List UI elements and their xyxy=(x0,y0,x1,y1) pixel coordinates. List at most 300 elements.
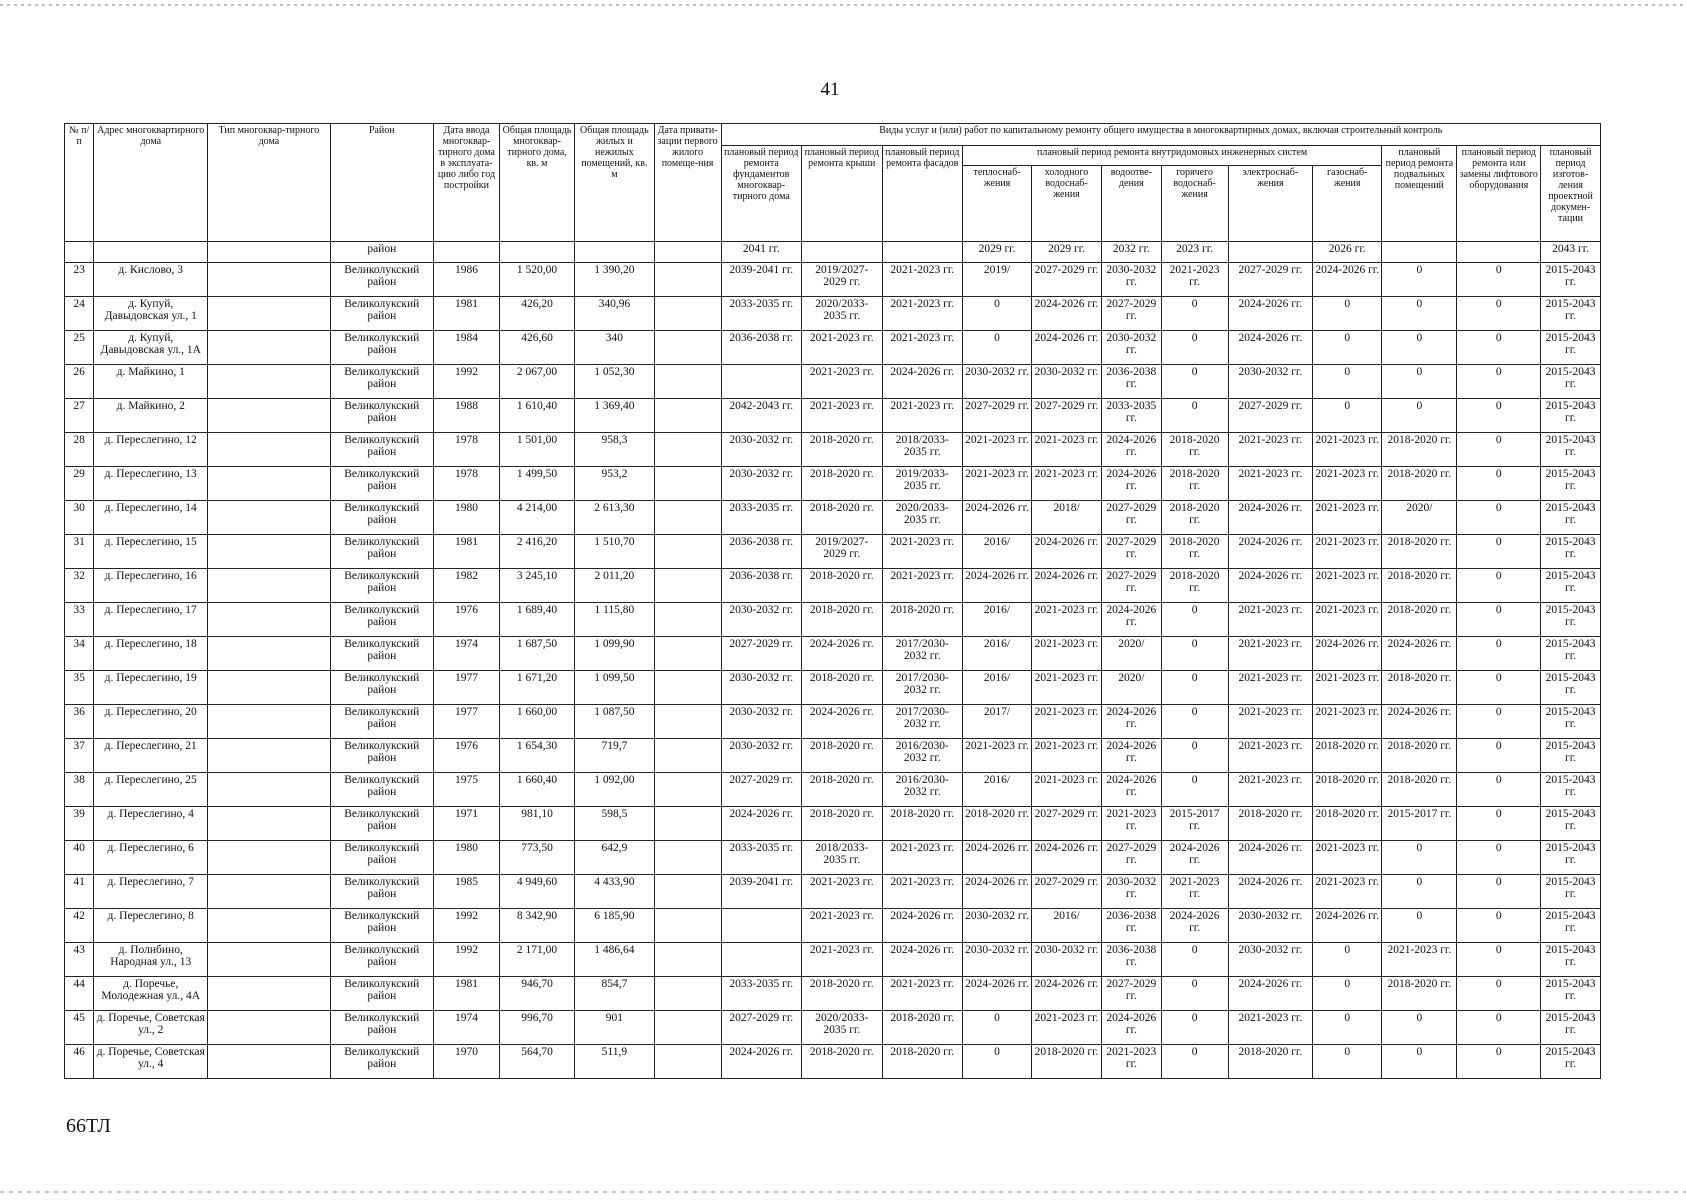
cell-hot-water: 2018-2020 гг. xyxy=(1161,501,1228,535)
cell-elevator: 0 xyxy=(1457,637,1541,671)
cell-address: д. Переслегино, 12 xyxy=(94,433,208,467)
cell-drainage: 2024-2026 гг. xyxy=(1102,603,1162,637)
cell-drainage: 2021-2023 гг. xyxy=(1102,1045,1162,1079)
cell-roof: 2020/2033-2035 гг. xyxy=(802,1011,883,1045)
cell-foundation: 2027-2029 гг. xyxy=(721,773,802,807)
cell-electric: 2024-2026 гг. xyxy=(1228,569,1313,603)
cell-num xyxy=(65,242,94,263)
cell-hot-water: 0 xyxy=(1161,1045,1228,1079)
header-hot-water: горячего водоснаб-жения xyxy=(1161,166,1228,242)
cell-living-area: 1 099,50 xyxy=(575,671,654,705)
cell-num: 44 xyxy=(65,977,94,1011)
cell-design-docs: 2015-2043 гг. xyxy=(1541,501,1601,535)
cell-address: д. Переслегино, 14 xyxy=(94,501,208,535)
table-row xyxy=(65,739,1601,773)
cell-foundation: 2024-2026 гг. xyxy=(721,807,802,841)
cell-design-docs: 2015-2043 гг. xyxy=(1541,1045,1601,1079)
cell-hot-water: 2021-2023 гг. xyxy=(1161,263,1228,297)
cell-drainage: 2021-2023 гг. xyxy=(1102,807,1162,841)
cell-heat-supply: 2029 гг. xyxy=(963,242,1032,263)
cell-num: 35 xyxy=(65,671,94,705)
cell-basement: 2018-2020 гг. xyxy=(1382,535,1457,569)
cell-foundation: 2039-2041 гг. xyxy=(721,875,802,909)
cell-drainage: 2030-2032 гг. xyxy=(1102,331,1162,365)
cell-hot-water: 2024-2026 гг. xyxy=(1161,909,1228,943)
cell-address: д. Переслегино, 20 xyxy=(94,705,208,739)
cell-total-area: 426,20 xyxy=(499,297,574,331)
cell-type xyxy=(208,977,330,1011)
cell-total-area: 1 687,50 xyxy=(499,637,574,671)
cell-type xyxy=(208,909,330,943)
cell-basement: 0 xyxy=(1382,875,1457,909)
cell-hot-water: 2023 гг. xyxy=(1161,242,1228,263)
cell-roof: 2018-2020 гг. xyxy=(802,977,883,1011)
table-header xyxy=(65,124,1601,242)
header-drainage: водоотве-дения xyxy=(1102,166,1162,242)
cell-hot-water: 0 xyxy=(1161,671,1228,705)
header-foundation: плановый период ремонта фундаментов многоквар-тирного дома xyxy=(721,146,802,242)
table-row xyxy=(65,875,1601,909)
cell-privatization-date xyxy=(654,467,721,501)
cell-privatization-date xyxy=(654,671,721,705)
cell-roof: 2021-2023 гг. xyxy=(802,943,883,977)
cell-facade: 2021-2023 гг. xyxy=(882,331,963,365)
cell-district: Великолукский район xyxy=(330,297,434,331)
table-row xyxy=(65,1011,1601,1045)
table-row xyxy=(65,365,1601,399)
cell-facade: 2021-2023 гг. xyxy=(882,263,963,297)
cell-design-docs: 2015-2043 гг. xyxy=(1541,331,1601,365)
cell-elevator: 0 xyxy=(1457,875,1541,909)
cell-roof: 2018-2020 гг. xyxy=(802,671,883,705)
cell-num: 45 xyxy=(65,1011,94,1045)
cell-heat-supply: 2016/ xyxy=(963,773,1032,807)
cell-num: 28 xyxy=(65,433,94,467)
cell-district: Великолукский район xyxy=(330,433,434,467)
cell-gas: 2018-2020 гг. xyxy=(1313,773,1382,807)
cell-facade: 2017/2030-2032 гг. xyxy=(882,637,963,671)
cell-roof: 2024-2026 гг. xyxy=(802,705,883,739)
cell-type xyxy=(208,331,330,365)
cell-hot-water: 2018-2020 гг. xyxy=(1161,569,1228,603)
cell-drainage: 2024-2026 гг. xyxy=(1102,705,1162,739)
cell-drainage: 2036-2038 гг. xyxy=(1102,943,1162,977)
cell-roof xyxy=(802,242,883,263)
cell-commission-date: 1974 xyxy=(434,637,500,671)
cell-total-area: 2 416,20 xyxy=(499,535,574,569)
cell-privatization-date xyxy=(654,433,721,467)
cell-hot-water: 0 xyxy=(1161,773,1228,807)
cell-heat-supply: 2017/ xyxy=(963,705,1032,739)
cell-design-docs: 2015-2043 гг. xyxy=(1541,909,1601,943)
cell-facade: 2018-2020 гг. xyxy=(882,603,963,637)
cell-living-area: 642,9 xyxy=(575,841,654,875)
cell-living-area: 1 052,30 xyxy=(575,365,654,399)
cell-living-area: 953,2 xyxy=(575,467,654,501)
cell-basement: 2018-2020 гг. xyxy=(1382,977,1457,1011)
cell-num: 24 xyxy=(65,297,94,331)
cell-heat-supply: 2019/ xyxy=(963,263,1032,297)
cell-heat-supply: 2021-2023 гг. xyxy=(963,739,1032,773)
document-code: 66ТЛ xyxy=(66,1115,111,1137)
cell-living-area: 1 099,90 xyxy=(575,637,654,671)
cell-facade: 2016/2030-2032 гг. xyxy=(882,773,963,807)
cell-type xyxy=(208,739,330,773)
table-row xyxy=(65,943,1601,977)
cell-cold-water: 2021-2023 гг. xyxy=(1032,1011,1102,1045)
cell-district: Великолукский район xyxy=(330,1045,434,1079)
cell-roof: 2018-2020 гг. xyxy=(802,467,883,501)
cell-basement: 0 xyxy=(1382,365,1457,399)
cell-cold-water: 2021-2023 гг. xyxy=(1032,705,1102,739)
cell-roof: 2020/2033-2035 гг. xyxy=(802,297,883,331)
cell-gas: 2024-2026 гг. xyxy=(1313,263,1382,297)
cell-commission-date: 1981 xyxy=(434,535,500,569)
cell-num: 43 xyxy=(65,943,94,977)
cell-facade: 2019/2033-2035 гг. xyxy=(882,467,963,501)
cell-cold-water: 2024-2026 гг. xyxy=(1032,331,1102,365)
cell-heat-supply: 2024-2026 гг. xyxy=(963,841,1032,875)
cell-address: д. Кислово, 3 xyxy=(94,263,208,297)
cell-gas: 0 xyxy=(1313,365,1382,399)
cell-privatization-date xyxy=(654,637,721,671)
cell-heat-supply: 2016/ xyxy=(963,671,1032,705)
cell-privatization-date xyxy=(654,569,721,603)
cell-cold-water: 2027-2029 гг. xyxy=(1032,263,1102,297)
cell-district: Великолукский район xyxy=(330,399,434,433)
cell-roof: 2018-2020 гг. xyxy=(802,1045,883,1079)
cell-drainage: 2030-2032 гг. xyxy=(1102,875,1162,909)
cell-privatization-date xyxy=(654,1011,721,1045)
cell-facade: 2021-2023 гг. xyxy=(882,297,963,331)
cell-gas: 0 xyxy=(1313,297,1382,331)
cell-heat-supply: 2024-2026 гг. xyxy=(963,501,1032,535)
cell-total-area: 4 214,00 xyxy=(499,501,574,535)
cell-district: Великолукский район xyxy=(330,841,434,875)
cell-basement xyxy=(1382,242,1457,263)
cell-design-docs: 2015-2043 гг. xyxy=(1541,433,1601,467)
cell-elevator: 0 xyxy=(1457,331,1541,365)
cell-roof: 2018/2033-2035 гг. xyxy=(802,841,883,875)
cell-roof: 2021-2023 гг. xyxy=(802,875,883,909)
cell-num: 39 xyxy=(65,807,94,841)
cell-num: 36 xyxy=(65,705,94,739)
cell-drainage: 2036-2038 гг. xyxy=(1102,365,1162,399)
cell-drainage: 2027-2029 гг. xyxy=(1102,535,1162,569)
cell-address: д. Переслегино, 13 xyxy=(94,467,208,501)
cell-elevator xyxy=(1457,242,1541,263)
cell-heat-supply: 2030-2032 гг. xyxy=(963,943,1032,977)
cell-foundation: 2027-2029 гг. xyxy=(721,1011,802,1045)
table-row xyxy=(65,909,1601,943)
cell-elevator: 0 xyxy=(1457,671,1541,705)
table-row xyxy=(65,705,1601,739)
cell-foundation: 2024-2026 гг. xyxy=(721,1045,802,1079)
cell-design-docs: 2015-2043 гг. xyxy=(1541,943,1601,977)
cell-num: 27 xyxy=(65,399,94,433)
cell-design-docs: 2015-2043 гг. xyxy=(1541,739,1601,773)
cell-total-area xyxy=(499,242,574,263)
cell-type xyxy=(208,637,330,671)
cell-privatization-date xyxy=(654,977,721,1011)
cell-electric: 2024-2026 гг. xyxy=(1228,501,1313,535)
cell-total-area: 2 171,00 xyxy=(499,943,574,977)
cell-total-area: 1 654,30 xyxy=(499,739,574,773)
continuation-row xyxy=(65,242,1601,263)
cell-electric: 2024-2026 гг. xyxy=(1228,841,1313,875)
cell-design-docs: 2015-2043 гг. xyxy=(1541,671,1601,705)
cell-district: Великолукский район xyxy=(330,603,434,637)
cell-elevator: 0 xyxy=(1457,705,1541,739)
cell-num: 38 xyxy=(65,773,94,807)
cell-facade: 2021-2023 гг. xyxy=(882,977,963,1011)
cell-living-area: 1 510,70 xyxy=(575,535,654,569)
cell-commission-date: 1974 xyxy=(434,1011,500,1045)
cell-heat-supply: 0 xyxy=(963,297,1032,331)
cell-facade: 2018/2033-2035 гг. xyxy=(882,433,963,467)
cell-total-area: 1 520,00 xyxy=(499,263,574,297)
table-row xyxy=(65,773,1601,807)
cell-foundation: 2036-2038 гг. xyxy=(721,535,802,569)
cell-facade: 2021-2023 гг. xyxy=(882,841,963,875)
cell-address: д. Переслегино, 18 xyxy=(94,637,208,671)
cell-total-area: 1 660,40 xyxy=(499,773,574,807)
cell-district: Великолукский район xyxy=(330,467,434,501)
cell-cold-water: 2030-2032 гг. xyxy=(1032,365,1102,399)
cell-address: д. Переслегино, 17 xyxy=(94,603,208,637)
cell-elevator: 0 xyxy=(1457,739,1541,773)
cell-heat-supply: 2024-2026 гг. xyxy=(963,569,1032,603)
cell-basement: 0 xyxy=(1382,1011,1457,1045)
cell-commission-date: 1986 xyxy=(434,263,500,297)
cell-drainage: 2024-2026 гг. xyxy=(1102,433,1162,467)
cell-type xyxy=(208,433,330,467)
header-basement: плановый период ремонта подвальных помещений xyxy=(1382,146,1457,242)
cell-basement: 2018-2020 гг. xyxy=(1382,603,1457,637)
cell-address: д. Поречье, Советская ул., 4 xyxy=(94,1045,208,1079)
cell-design-docs: 2015-2043 гг. xyxy=(1541,637,1601,671)
cell-roof: 2018-2020 гг. xyxy=(802,773,883,807)
cell-type xyxy=(208,807,330,841)
cell-hot-water: 2015-2017 гг. xyxy=(1161,807,1228,841)
cell-cold-water: 2021-2023 гг. xyxy=(1032,739,1102,773)
cell-type xyxy=(208,705,330,739)
cell-type xyxy=(208,1045,330,1079)
cell-electric: 2021-2023 гг. xyxy=(1228,1011,1313,1045)
cell-basement: 0 xyxy=(1382,909,1457,943)
page-number: 41 xyxy=(820,79,840,100)
cell-foundation: 2030-2032 гг. xyxy=(721,705,802,739)
cell-address xyxy=(94,242,208,263)
table-row xyxy=(65,331,1601,365)
cell-num: 46 xyxy=(65,1045,94,1079)
cell-address: д. Полибино, Народная ул., 13 xyxy=(94,943,208,977)
header-living-area: Общая площадь жилых и нежилых помещений, кв. м xyxy=(575,124,654,242)
cell-address: д. Переслегино, 8 xyxy=(94,909,208,943)
cell-facade: 2021-2023 гг. xyxy=(882,535,963,569)
cell-total-area: 996,70 xyxy=(499,1011,574,1045)
cell-heat-supply: 2027-2029 гг. xyxy=(963,399,1032,433)
cell-gas: 0 xyxy=(1313,399,1382,433)
scan-edge-top xyxy=(0,4,1686,6)
cell-type xyxy=(208,399,330,433)
cell-living-area: 958,3 xyxy=(575,433,654,467)
cell-elevator: 0 xyxy=(1457,603,1541,637)
cell-electric: 2021-2023 гг. xyxy=(1228,433,1313,467)
cell-type xyxy=(208,603,330,637)
cell-commission-date: 1977 xyxy=(434,705,500,739)
cell-elevator: 0 xyxy=(1457,263,1541,297)
cell-foundation: 2039-2041 гг. xyxy=(721,263,802,297)
cell-cold-water: 2021-2023 гг. xyxy=(1032,603,1102,637)
table-row xyxy=(65,671,1601,705)
cell-design-docs: 2015-2043 гг. xyxy=(1541,569,1601,603)
cell-num: 32 xyxy=(65,569,94,603)
cell-electric: 2030-2032 гг. xyxy=(1228,943,1313,977)
cell-foundation: 2033-2035 гг. xyxy=(721,297,802,331)
cell-basement: 0 xyxy=(1382,399,1457,433)
cell-total-area: 4 949,60 xyxy=(499,875,574,909)
cell-district: Великолукский район xyxy=(330,365,434,399)
cell-elevator: 0 xyxy=(1457,1011,1541,1045)
cell-design-docs: 2043 гг. xyxy=(1541,242,1601,263)
cell-living-area: 1 486,64 xyxy=(575,943,654,977)
cell-commission-date: 1992 xyxy=(434,943,500,977)
cell-hot-water: 2024-2026 гг. xyxy=(1161,841,1228,875)
cell-num: 31 xyxy=(65,535,94,569)
table-row xyxy=(65,1045,1601,1079)
cell-cold-water: 2021-2023 гг. xyxy=(1032,433,1102,467)
cell-district: Великолукский район xyxy=(330,1011,434,1045)
header-address: Адрес многоквартирного дома xyxy=(94,124,208,242)
cell-total-area: 564,70 xyxy=(499,1045,574,1079)
cell-hot-water: 2018-2020 гг. xyxy=(1161,433,1228,467)
cell-electric: 2018-2020 гг. xyxy=(1228,1045,1313,1079)
cell-foundation xyxy=(721,365,802,399)
cell-facade: 2018-2020 гг. xyxy=(882,1045,963,1079)
cell-heat-supply: 2024-2026 гг. xyxy=(963,875,1032,909)
cell-electric: 2030-2032 гг. xyxy=(1228,365,1313,399)
cell-type xyxy=(208,535,330,569)
cell-cold-water: 2030-2032 гг. xyxy=(1032,943,1102,977)
cell-living-area: 1 390,20 xyxy=(575,263,654,297)
cell-foundation: 2036-2038 гг. xyxy=(721,331,802,365)
cell-privatization-date xyxy=(654,501,721,535)
cell-type xyxy=(208,467,330,501)
cell-total-area: 1 660,00 xyxy=(499,705,574,739)
cell-total-area: 946,70 xyxy=(499,977,574,1011)
cell-hot-water: 0 xyxy=(1161,399,1228,433)
cell-heat-supply: 0 xyxy=(963,1011,1032,1045)
cell-heat-supply: 2030-2032 гг. xyxy=(963,365,1032,399)
cell-privatization-date xyxy=(654,535,721,569)
cell-roof: 2024-2026 гг. xyxy=(802,637,883,671)
cell-elevator: 0 xyxy=(1457,501,1541,535)
table-row xyxy=(65,263,1601,297)
cell-design-docs: 2015-2043 гг. xyxy=(1541,705,1601,739)
cell-drainage: 2027-2029 гг. xyxy=(1102,297,1162,331)
table-row xyxy=(65,467,1601,501)
cell-basement: 0 xyxy=(1382,331,1457,365)
cell-commission-date: 1976 xyxy=(434,739,500,773)
cell-design-docs: 2015-2043 гг. xyxy=(1541,977,1601,1011)
cell-commission-date: 1976 xyxy=(434,603,500,637)
header-total-area: Общая площадь многоквар-тирного дома, кв. м xyxy=(499,124,574,242)
cell-heat-supply: 2024-2026 гг. xyxy=(963,977,1032,1011)
cell-address: д. Купуй, Давыдовская ул., 1 xyxy=(94,297,208,331)
cell-total-area: 3 245,10 xyxy=(499,569,574,603)
cell-cold-water: 2024-2026 гг. xyxy=(1032,297,1102,331)
cell-commission-date xyxy=(434,242,500,263)
cell-facade: 2016/2030-2032 гг. xyxy=(882,739,963,773)
cell-electric: 2024-2026 гг. xyxy=(1228,331,1313,365)
table-row xyxy=(65,399,1601,433)
cell-elevator: 0 xyxy=(1457,909,1541,943)
cell-basement: 2021-2023 гг. xyxy=(1382,943,1457,977)
header-electric: электроснаб-жения xyxy=(1228,166,1313,242)
cell-privatization-date xyxy=(654,909,721,943)
cell-commission-date: 1975 xyxy=(434,773,500,807)
cell-facade: 2024-2026 гг. xyxy=(882,943,963,977)
cell-district: Великолукский район xyxy=(330,671,434,705)
cell-foundation: 2030-2032 гг. xyxy=(721,671,802,705)
cell-commission-date: 1992 xyxy=(434,909,500,943)
cell-privatization-date xyxy=(654,1045,721,1079)
cell-commission-date: 1988 xyxy=(434,399,500,433)
cell-elevator: 0 xyxy=(1457,977,1541,1011)
cell-basement: 0 xyxy=(1382,263,1457,297)
cell-type xyxy=(208,773,330,807)
cell-gas: 0 xyxy=(1313,1045,1382,1079)
header-district: Район xyxy=(330,124,434,242)
cell-hot-water: 0 xyxy=(1161,943,1228,977)
cell-gas: 2021-2023 гг. xyxy=(1313,705,1382,739)
cell-privatization-date xyxy=(654,603,721,637)
cell-hot-water: 0 xyxy=(1161,297,1228,331)
cell-total-area: 1 689,40 xyxy=(499,603,574,637)
cell-district: Великолукский район xyxy=(330,977,434,1011)
cell-type xyxy=(208,297,330,331)
cell-living-area: 4 433,90 xyxy=(575,875,654,909)
cell-drainage: 2027-2029 гг. xyxy=(1102,569,1162,603)
cell-elevator: 0 xyxy=(1457,841,1541,875)
cell-gas: 2021-2023 гг. xyxy=(1313,535,1382,569)
cell-hot-water: 2021-2023 гг. xyxy=(1161,875,1228,909)
cell-privatization-date xyxy=(654,365,721,399)
cell-hot-water: 0 xyxy=(1161,705,1228,739)
header-cold-water: холодного водоснаб-жения xyxy=(1032,166,1102,242)
cell-elevator: 0 xyxy=(1457,569,1541,603)
cell-living-area: 511,9 xyxy=(575,1045,654,1079)
cell-district: Великолукский район xyxy=(330,909,434,943)
cell-type xyxy=(208,671,330,705)
cell-design-docs: 2015-2043 гг. xyxy=(1541,399,1601,433)
cell-living-area: 901 xyxy=(575,1011,654,1045)
cell-privatization-date xyxy=(654,773,721,807)
capital-repair-table xyxy=(64,123,1601,1079)
cell-type xyxy=(208,501,330,535)
cell-num: 25 xyxy=(65,331,94,365)
cell-cold-water: 2021-2023 гг. xyxy=(1032,467,1102,501)
cell-basement: 0 xyxy=(1382,297,1457,331)
cell-design-docs: 2015-2043 гг. xyxy=(1541,875,1601,909)
cell-privatization-date xyxy=(654,943,721,977)
cell-design-docs: 2015-2043 гг. xyxy=(1541,807,1601,841)
cell-basement: 0 xyxy=(1382,1045,1457,1079)
cell-basement: 2018-2020 гг. xyxy=(1382,671,1457,705)
header-elevator: плановый период ремонта или замены лифтового оборудования xyxy=(1457,146,1541,242)
table-body xyxy=(65,242,1601,1079)
